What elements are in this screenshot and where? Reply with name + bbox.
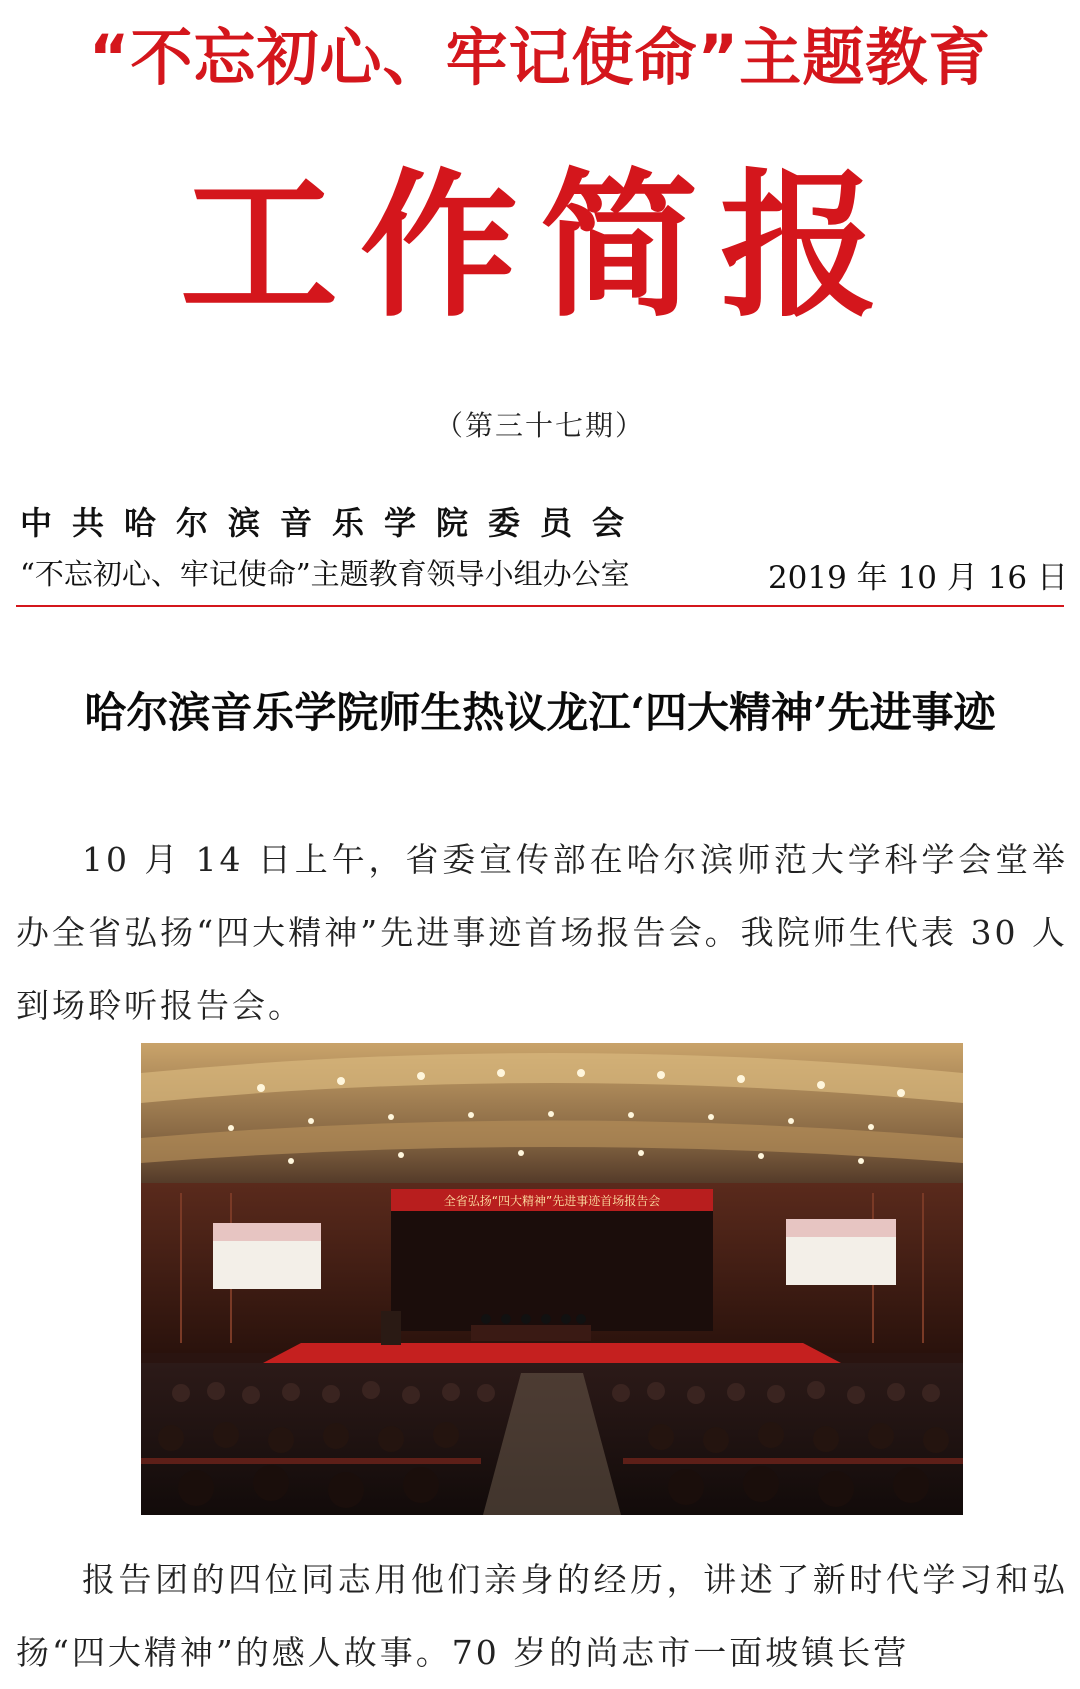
issue-number: （第三十七期） bbox=[434, 409, 645, 442]
header-divider bbox=[16, 605, 1064, 607]
publish-date: 2019 年 10 月 16 日 bbox=[767, 560, 1068, 596]
article-paragraph-1: 10 月 14 日上午，省委宣传部在哈尔滨师范大学科学会堂举办全省弘扬“四大精神”先进事迹首场报告会。我院师生代表 30 人到场聆听报告会。 bbox=[16, 840, 1068, 1025]
banner-text: 全省弘扬“四大精神”先进事迹首场报告会 bbox=[443, 1194, 661, 1208]
event-photo bbox=[141, 1043, 963, 1515]
publisher-org: 中共哈尔滨音乐学院委员会 bbox=[20, 504, 645, 542]
bulletin-title: 工作简报 bbox=[180, 154, 900, 339]
theme-title: “不忘初心、牢记使命”主题教育 bbox=[88, 21, 992, 94]
article-paragraph-2: 报告团的四位同志用他们亲身的经历，讲述了新时代学习和弘扬“四大精神”的感人故事。70 岁的尚志市一面坡镇长营 bbox=[16, 1560, 1068, 1672]
article-title: 哈尔滨音乐学院师生热议龙江‘四大精神’先进事迹 bbox=[84, 688, 996, 737]
publisher-office: “不忘初心、牢记使命”主题教育领导小组办公室 bbox=[20, 557, 630, 591]
